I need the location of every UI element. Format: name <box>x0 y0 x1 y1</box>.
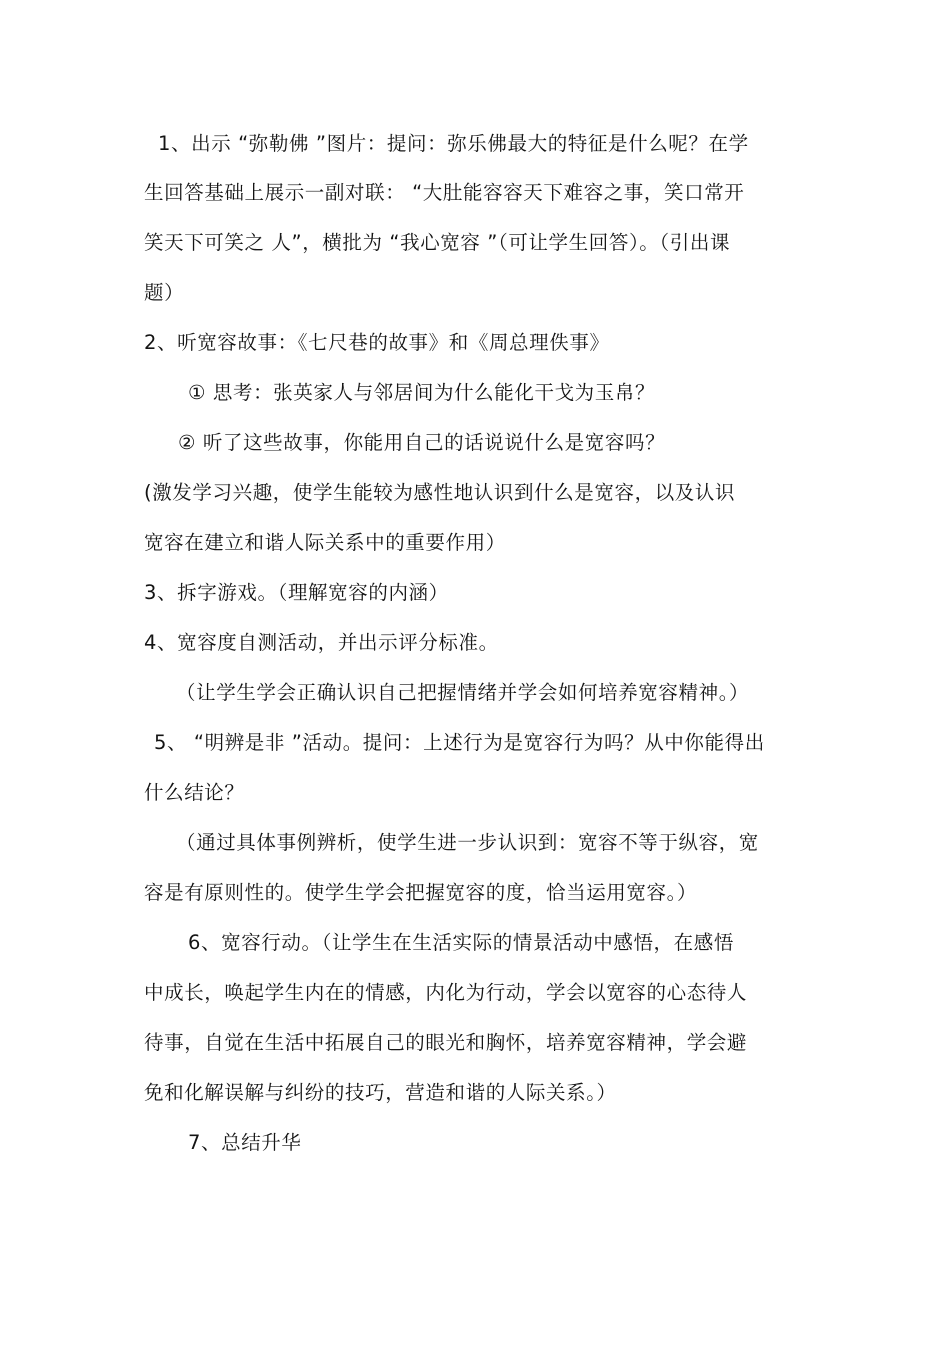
paragraph-6-line-2: 中成长，唤起学生内在的情感，内化为行动，学会以宽容的心态待人 <box>144 981 748 1004</box>
paragraph-1-line-3: 笑天下可笑之 人”，横批为 “我心宽容 ”（可让学生回答）。（引出课 <box>144 231 731 254</box>
paragraph-2-question-1: ① 思考：张英家人与邻居间为什么能化干戈为玉帛？ <box>188 381 656 404</box>
paragraph-4: 4、宽容度自测活动，并出示评分标准。 <box>144 631 499 654</box>
paragraph-3: 3、拆字游戏。（理解宽容的内涵） <box>144 581 449 604</box>
paragraph-5-line-1: 5、 “明辨是非 ”活动。提问：上述行为是宽容行为吗？从中你能得出 <box>154 731 765 754</box>
paragraph-5-line-2: 什么结论？ <box>144 781 245 804</box>
paragraph-5-note-line-2: 容是有原则性的。使学生学会把握宽容的度，恰当运用宽容。） <box>144 881 698 904</box>
paragraph-2-note-line-2: 宽容在建立和谐人际关系中的重要作用） <box>144 531 506 554</box>
paragraph-2-heading: 2、听宽容故事：《七尺巷的故事》和《周总理佚事》 <box>144 331 610 354</box>
paragraph-7: 7、总结升华 <box>188 1131 302 1154</box>
paragraph-1-line-2: 生回答基础上展示一副对联： “大肚能容容天下难容之事，笑口常开 <box>144 181 745 204</box>
paragraph-4-note: （让学生学会正确认识自己把握情绪并学会如何培养宽容精神。） <box>176 681 750 704</box>
paragraph-1-line-1: 1、出示 “弥勒佛 ”图片：提问：弥乐佛最大的特征是什么呢？在学 <box>158 132 749 155</box>
paragraph-6-line-1: 6、宽容行动。（让学生在生活实际的情景活动中感悟，在感悟 <box>188 931 734 954</box>
paragraph-2-question-2: ② 听了这些故事，你能用自己的话说说什么是宽容吗？ <box>178 431 666 454</box>
paragraph-2-note-line-1: (激发学习兴趣，使学生能较为感性地认识到什么是宽容，以及认识 <box>144 481 736 504</box>
paragraph-5-note-line-1: （通过具体事例辨析，使学生进一步认识到：宽容不等于纵容，宽 <box>176 831 759 854</box>
paragraph-6-line-3: 待事，自觉在生活中拓展自己的眼光和胸怀，培养宽容精神，学会避 <box>144 1031 748 1054</box>
paragraph-1-line-4: 题） <box>144 281 185 304</box>
paragraph-6-line-4: 免和化解误解与纠纷的技巧，营造和谐的人际关系。） <box>144 1081 617 1104</box>
